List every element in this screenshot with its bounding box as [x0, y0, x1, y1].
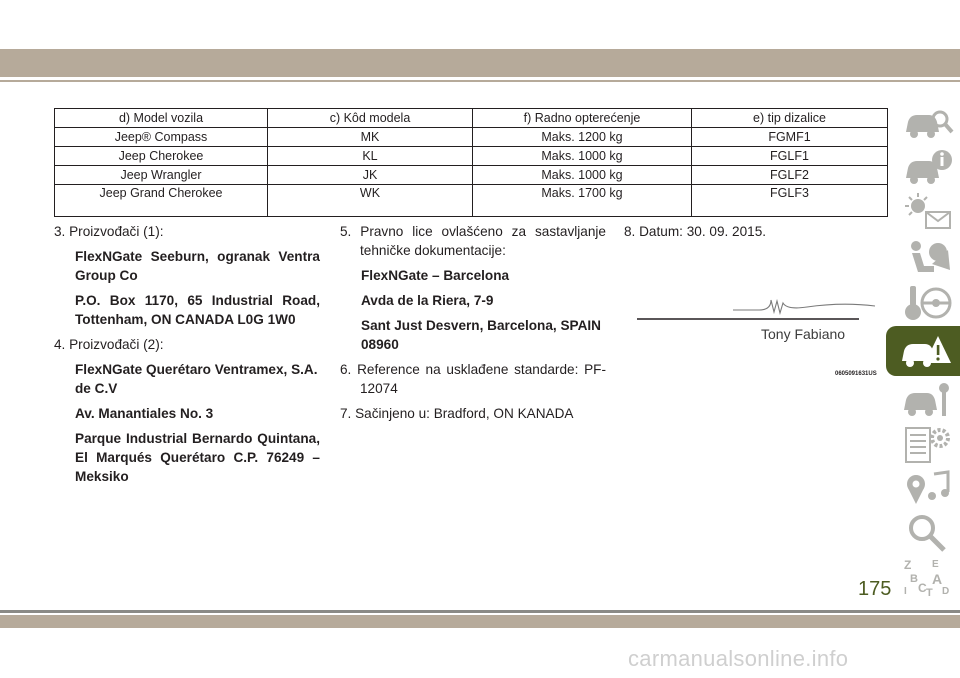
car-warning-icon: [900, 333, 952, 371]
column-legal-entity: [340, 222, 606, 429]
tab-emergency[interactable]: [886, 326, 960, 376]
svg-text:T: T: [926, 587, 933, 596]
manufacturer-2-address: Parque Industrial Bernardo Quintana, El Marqués Querétaro C.P. 76249 – Meksiko: [75, 431, 320, 484]
item-3-heading: 3. Proizvođači (1):: [54, 224, 164, 239]
svg-text:C: C: [918, 581, 927, 595]
media-map-icon: [902, 470, 954, 508]
table-cell: FGLF3: [692, 185, 888, 217]
signatory-name: Tony Fabiano: [761, 326, 846, 342]
table-cell: Jeep® Compass: [55, 128, 268, 147]
top-rule: [0, 80, 960, 82]
svg-text:I: I: [904, 586, 907, 596]
tab-servicing[interactable]: [892, 380, 956, 420]
car-magnifier-icon: [902, 104, 954, 142]
item-5-heading: 5. Pravno lice ovlašćeno za sastavljanje tehničke dokumentacije:: [340, 224, 606, 258]
item-7-place: 7. Sačinjeno u: Bradford, ON KANADA: [340, 406, 574, 421]
table-cell: FGLF1: [692, 147, 888, 166]
image-code: 0605091631US: [835, 371, 877, 377]
manufacturer-1-address: P.O. Box 1170, 65 Industrial Road, Tottenham, ON CANADA L0G 1W0: [75, 293, 320, 327]
page-number: 175: [858, 578, 892, 600]
item-8-date: 8. Datum: 30. 09. 2015.: [624, 224, 767, 239]
table-cell: FGMF1: [692, 128, 888, 147]
legal-entity-name: FlexNGate – Barcelona: [361, 268, 510, 283]
svg-text:A: A: [932, 571, 943, 587]
airbag-seat-icon: [902, 238, 954, 276]
search-icon: [902, 514, 954, 552]
table-row: [55, 147, 888, 166]
svg-text:Z: Z: [904, 558, 912, 572]
tab-safety[interactable]: [892, 236, 956, 276]
table-header: d) Model vozila: [55, 109, 268, 128]
table-cell: KL: [268, 147, 473, 166]
legal-entity-city: Sant Just Desvern, Barcelona, SPAIN 08960: [361, 318, 601, 352]
table-header-row: [55, 109, 888, 128]
table-row: [55, 166, 888, 185]
item-4-heading: 4. Proizvođači (2):: [54, 337, 164, 352]
tab-alphabetical-index[interactable]: [892, 556, 956, 596]
tab-multimedia[interactable]: [892, 468, 956, 508]
specification-table: [54, 108, 888, 217]
legal-entity-street: Avda de la Riera, 7-9: [361, 293, 494, 308]
steering-key-icon: [902, 284, 954, 322]
list-gear-icon: [902, 426, 954, 464]
table-cell: Maks. 1700 kg: [473, 185, 692, 217]
table-header: c) Kôd modela: [268, 109, 473, 128]
watermark: carmanualsonline.info: [628, 646, 849, 671]
tab-vehicle-overview[interactable]: [892, 102, 956, 142]
alphabet-index-icon: [902, 558, 954, 596]
table-cell: FGLF2: [692, 166, 888, 185]
item-6-standards: 6. Reference na usklađene standarde: PF-12074: [340, 362, 606, 396]
tab-starting[interactable]: [892, 282, 956, 322]
svg-text:B: B: [910, 573, 918, 585]
tab-specifications[interactable]: [892, 424, 956, 464]
car-info-icon: [902, 148, 954, 186]
signature-graphic: [637, 290, 877, 330]
signature-block: [637, 290, 877, 385]
manufacturer-2-street: Av. Manantiales No. 3: [75, 406, 214, 421]
table-cell: Jeep Cherokee: [55, 147, 268, 166]
svg-text:D: D: [942, 586, 950, 596]
tab-dashboard[interactable]: [892, 190, 956, 230]
table-header: e) tip dizalice: [692, 109, 888, 128]
table-header: f) Radno opterećenje: [473, 109, 692, 128]
table-cell: Jeep Grand Cherokee: [55, 185, 268, 217]
bottom-rule: [0, 610, 960, 613]
table-cell: WK: [268, 185, 473, 217]
tab-index-search[interactable]: [892, 512, 956, 552]
table-cell: JK: [268, 166, 473, 185]
table-cell: Maks. 1200 kg: [473, 128, 692, 147]
table-cell: Jeep Wrangler: [55, 166, 268, 185]
column-manufacturers: [54, 222, 320, 492]
table-cell: Maks. 1000 kg: [473, 147, 692, 166]
table-row: [55, 128, 888, 147]
tab-vehicle-info[interactable]: [892, 146, 956, 186]
manufacturer-2-name: FlexNGate Querétaro Ventramex, S.A. de C.V: [75, 362, 318, 396]
top-band: [0, 49, 960, 77]
table-cell: MK: [268, 128, 473, 147]
car-wrench-icon: [902, 382, 954, 420]
manufacturer-1-name: FlexNGate Seeburn, ogranak Ventra Group Co: [75, 249, 320, 283]
table-row: [55, 185, 888, 217]
column-date: [624, 222, 874, 247]
bottom-band: [0, 615, 960, 628]
table-cell: Maks. 1000 kg: [473, 166, 692, 185]
svg-text:E: E: [932, 559, 939, 570]
dashboard-lights-icon: [902, 192, 954, 230]
